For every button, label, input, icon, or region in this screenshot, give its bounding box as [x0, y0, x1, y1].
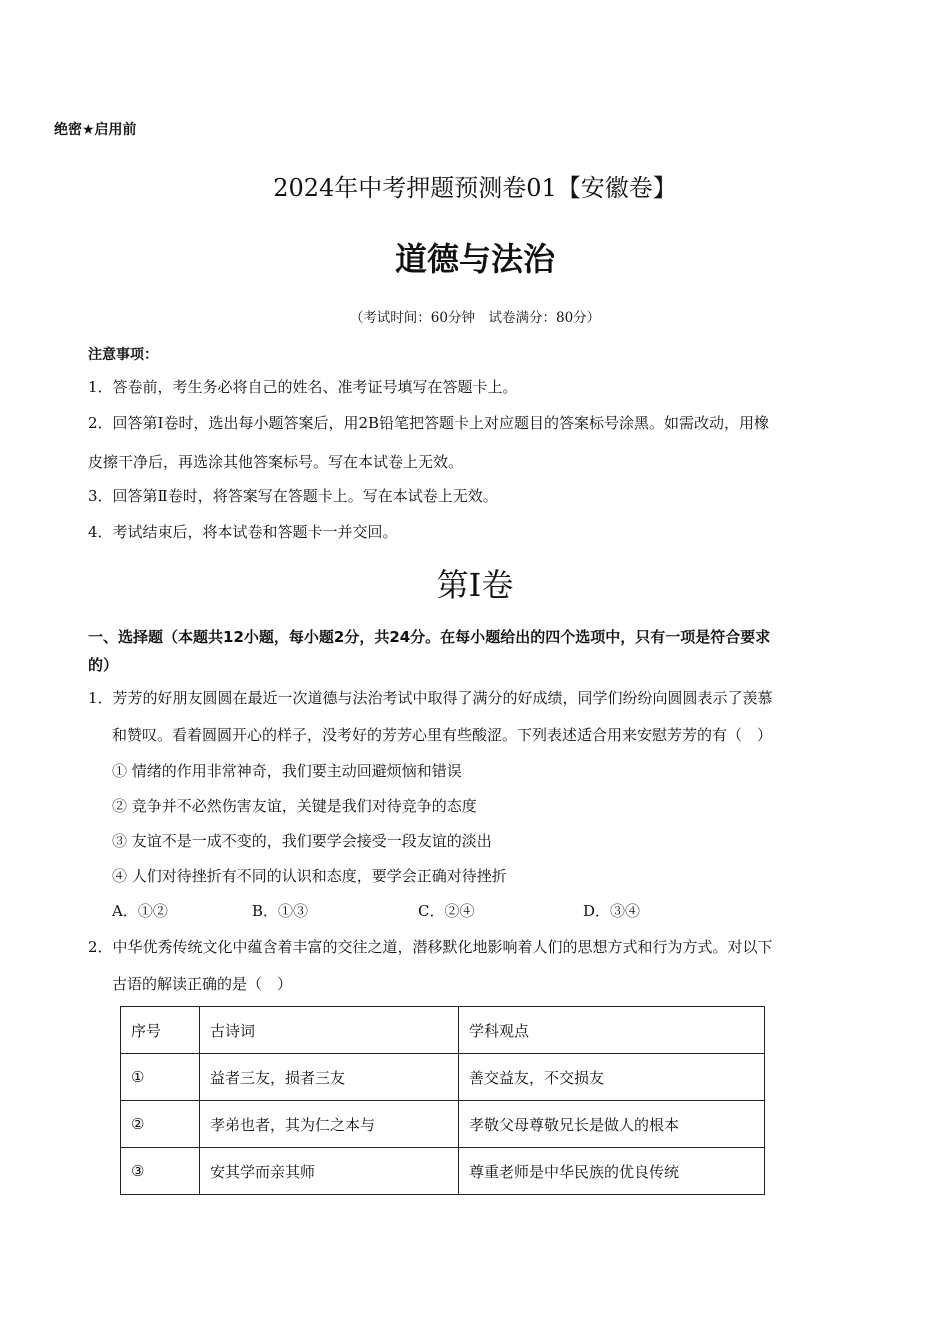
subject-title: 道德与法治 [394, 240, 555, 278]
section-heading: 一、选择题（本题共12小题，每小题2分，共24分。在每小题给出的四个选项中，只有一项是符合要求 [88, 628, 771, 646]
exam-info: （考试时间：60分钟 试卷满分：80分） [349, 310, 601, 326]
statement-1: ① 情绪的作用非常神奇，我们要主动回避烦恼和错误 [112, 762, 462, 780]
table-row [121, 1148, 765, 1195]
table-cell: 尊重老师是中华民族的优良传统 [459, 1148, 765, 1195]
question-1-stem-cont: 和赞叹。看着圆圆开心的样子，没考好的芳芳心里有些酸涩。下列表述适合用来安慰芳芳的有（ ） [112, 726, 773, 744]
table-header: 序号 [121, 1007, 200, 1054]
notice-item: 1．答卷前，考生务必将自己的姓名、准考证号填写在答题卡上。 [88, 378, 518, 396]
statement-3: ③ 友谊不是一成不变的，我们要学会接受一段友谊的淡出 [112, 832, 492, 850]
statement-2: ② 竞争并不必然伤害友谊，关键是我们对待竞争的态度 [112, 797, 477, 815]
table-cell: ① [121, 1054, 200, 1101]
notice-item: 3．回答第Ⅱ卷时，将答案写在答题卡上。写在本试卷上无效。 [88, 487, 498, 505]
notice-item: 皮擦干净后，再选涂其他答案标号。写在本试卷上无效。 [88, 453, 464, 471]
part-title: 第Ⅰ卷 [436, 566, 514, 604]
table-cell: 益者三友，损者三友 [200, 1054, 459, 1101]
table-cell: ② [121, 1101, 200, 1148]
table-row [121, 1101, 765, 1148]
interpretation-table [120, 1006, 765, 1195]
table-header: 学科观点 [459, 1007, 765, 1054]
notice-heading: 注意事项： [88, 347, 158, 363]
option-c: C．②④ [418, 902, 475, 920]
section-heading-cont: 的） [88, 656, 119, 674]
exam-title: 2024年中考押题预测卷01【安徽卷】 [273, 174, 677, 202]
question-1-stem: 1．芳芳的好朋友圆圆在最近一次道德与法治考试中取得了满分的好成绩，同学们纷纷向圆圆表示了羡慕 [88, 689, 773, 707]
table-row [121, 1054, 765, 1101]
option-d: D．③④ [583, 902, 641, 920]
table-cell: 善交益友，不交损友 [459, 1054, 765, 1101]
notice-item: 4．考试结束后，将本试卷和答题卡一并交回。 [88, 523, 398, 541]
confidential-label: 绝密★启用前 [54, 122, 137, 138]
table-cell: 安其学而亲其师 [200, 1148, 459, 1195]
table-cell: 孝弟也者，其为仁之本与 [200, 1101, 459, 1148]
table-cell: 孝敬父母尊敬兄长是做人的根本 [459, 1101, 765, 1148]
question-2-stem-cont: 古语的解读正确的是（ ） [112, 975, 293, 993]
statement-4: ④ 人们对待挫折有不同的认识和态度，要学会正确对待挫折 [112, 867, 507, 885]
question-2-stem: 2．中华优秀传统文化中蕴含着丰富的交往之道，潜移默化地影响着人们的思想方式和行为方式。对以下 [88, 938, 773, 956]
option-b: B．①③ [252, 902, 309, 920]
table-cell: ③ [121, 1148, 200, 1195]
notice-item: 2．回答第Ⅰ卷时，选出每小题答案后，用2B铅笔把答题卡上对应题目的答案标号涂黑。如需改动，用橡 [88, 414, 770, 432]
table-header: 古诗词 [200, 1007, 459, 1054]
option-a: A．①② [112, 902, 168, 920]
table-header-row [121, 1007, 765, 1054]
